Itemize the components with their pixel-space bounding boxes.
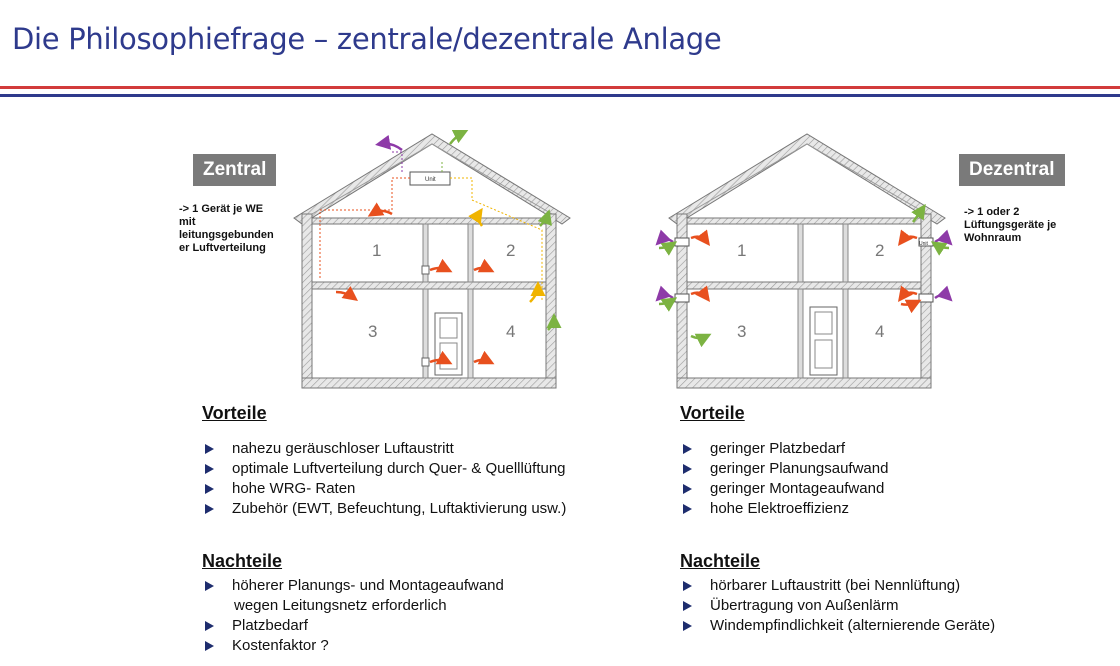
- ventilation-unit: [675, 238, 689, 246]
- zentral-advantages-heading: Vorteile: [202, 403, 267, 423]
- unit-label: Unit: [919, 241, 928, 247]
- list-item: nahezu geräuschloser Luftaustritt: [202, 439, 566, 459]
- bullet-icon: [205, 484, 214, 494]
- unit-label: Unit: [425, 177, 436, 183]
- room-number: 1: [737, 241, 747, 260]
- zentral-disadvantages-heading: Nachteile: [202, 551, 283, 571]
- bullet-icon: [683, 504, 692, 514]
- dezentral-disadvantages-list: [680, 576, 995, 636]
- ventilation-unit: [919, 294, 933, 302]
- bullet-icon: [683, 444, 692, 454]
- room-number: 2: [506, 241, 516, 260]
- ventilation-unit: [675, 294, 689, 302]
- zentral-advantages-list: [202, 439, 566, 519]
- divider-red: [0, 86, 1120, 89]
- list-item: geringer Planungsaufwand: [680, 459, 888, 479]
- bullet-icon: [683, 621, 692, 631]
- bullet-icon: [683, 484, 692, 494]
- bullet-icon: [205, 464, 214, 474]
- list-item: Übertragung von Außenlärm: [680, 596, 995, 616]
- bullet-icon: [205, 641, 214, 651]
- room-number: 4: [875, 322, 885, 341]
- list-item: höherer Planungs- und Montageaufwand: [202, 576, 504, 596]
- dezentral-note-line: -> 1 oder 2: [964, 206, 1020, 218]
- list-item: geringer Montageaufwand: [680, 479, 888, 499]
- list-item: hörbarer Luftaustritt (bei Nennlüftung): [680, 576, 995, 596]
- list-item: optimale Luftverteilung durch Quer- & Quelllüftung: [202, 459, 566, 479]
- list-item: Platzbedarf: [202, 616, 504, 636]
- room-number: 1: [372, 241, 382, 260]
- bullet-icon: [683, 601, 692, 611]
- slide-title: Die Philosophiefrage – zentrale/dezentrale Anlage: [12, 22, 722, 56]
- room-number: 3: [368, 322, 378, 341]
- zentral-disadvantages-list: [202, 576, 504, 656]
- zentral-note-line: mit: [179, 216, 196, 228]
- list-item: Zubehör (EWT, Befeuchtung, Luftaktivierung usw.): [202, 499, 566, 519]
- zentral-badge: Zentral: [193, 154, 276, 186]
- dezentral-advantages-heading: Vorteile: [680, 403, 745, 423]
- dezentral-note-line: Wohnraum: [964, 232, 1022, 244]
- dezentral-advantages-list: [680, 439, 888, 519]
- bullet-icon: [683, 581, 692, 591]
- dezentral-disadvantages-heading: Nachteile: [680, 551, 761, 571]
- list-item: hohe Elektroeffizienz: [680, 499, 888, 519]
- zentral-note-line: leitungsgebunden: [179, 229, 274, 241]
- list-item: geringer Platzbedarf: [680, 439, 888, 459]
- dezentral-badge: Dezentral: [959, 154, 1065, 186]
- bullet-icon: [205, 581, 214, 591]
- dezentral-note: [964, 206, 1056, 245]
- bullet-icon: [205, 504, 214, 514]
- bullet-icon: [205, 444, 214, 454]
- bullet-icon: [205, 621, 214, 631]
- list-item-continuation: wegen Leitungsnetz erforderlich: [234, 597, 447, 614]
- room-number: 3: [737, 322, 747, 341]
- room-number: 2: [875, 241, 885, 260]
- bullet-icon: [683, 464, 692, 474]
- zentral-note-line: er Luftverteilung: [179, 242, 266, 254]
- divider-blue: [0, 94, 1120, 97]
- zentral-note-line: -> 1 Gerät je WE: [179, 203, 264, 215]
- zentral-note: [179, 203, 297, 255]
- list-item: Windempfindlichkeit (alternierende Geräte): [680, 616, 995, 636]
- dezentral-note-line: Lüftungsgeräte je: [964, 219, 1057, 231]
- room-number: 4: [506, 322, 516, 341]
- list-item: Kostenfaktor ?: [202, 636, 504, 656]
- zentral-house-diagram: [292, 130, 572, 392]
- list-item: hohe WRG- Raten: [202, 479, 566, 499]
- dezentral-house-diagram: [655, 130, 955, 392]
